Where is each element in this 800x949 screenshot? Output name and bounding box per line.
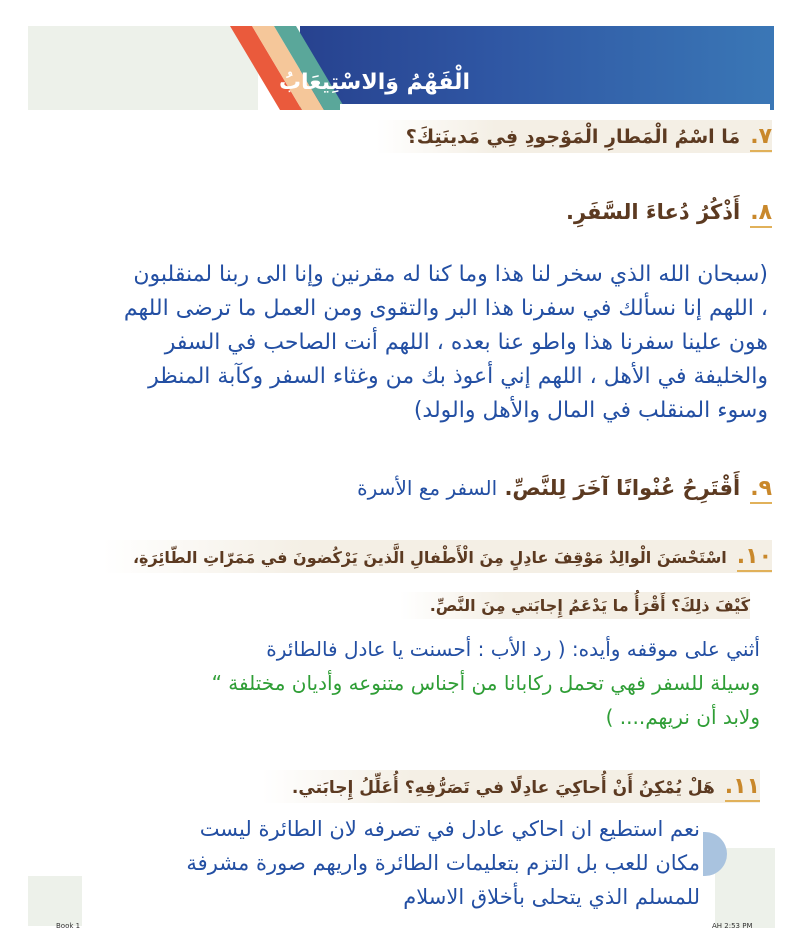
question-text: هَلْ يُمْكِنُ أَنْ أُحاكِيَ عادِلًا في تَصَرُّفِهِ؟ أُعَلِّلُ إِجابَتي.	[291, 778, 715, 798]
question-number: ٨.	[750, 200, 772, 228]
question-text: مَا اسْمُ الْمَطارِ الْمَوْجودِ فِي مَدينَتِكَ؟	[405, 126, 741, 148]
answer-line: (سبحان الله الذي سخر لنا هذا وما كنا له مقرنين وإنا الى ربنا لمنقلبون	[133, 262, 768, 287]
question-10-line2	[400, 592, 750, 619]
answer-line: ، اللهم إنا نسألك في سفرنا هذا البر والتقوى ومن العمل ما ترضى اللهم	[123, 296, 768, 321]
question-10	[103, 540, 772, 573]
footer-timestamp: AH 2:53 PM	[712, 922, 753, 930]
answer-line: ولابد أن نريهم.... )	[605, 705, 760, 729]
answer-q11	[60, 812, 700, 914]
answer-q10	[30, 632, 760, 734]
answer-line: للمسلم الذي يتحلى بأخلاق الاسلام	[403, 885, 700, 909]
header-blue-band	[300, 26, 774, 110]
question-9	[357, 476, 772, 501]
question-number: ١٠.	[737, 544, 772, 572]
answer-line: والخليفة في الأهل ، اللهم إني أعوذ بك من وغثاء السفر وكآبة المنظر	[148, 364, 768, 389]
answer-line: وسيلة للسفر فهي تحمل ركابانا من أجناس متنوعه وأديان مختلفة “	[211, 671, 760, 695]
question-8	[566, 200, 772, 225]
question-text: اسْتَحْسَنَ الْوالِدُ مَوْقِفَ عادِلٍ مِنَ الْأَطْفالِ الَّذينَ يَرْكُضونَ في مَمَرّاتِ الطّائِرَةِ،	[132, 548, 727, 567]
answer-line: وسوء المنقلب في المال والأهل والولد)	[413, 398, 768, 423]
answer-line: هون علينا سفرنا هذا واطو عنا بعده ، اللهم أنت الصاحب في السفر	[164, 330, 768, 355]
question-text: أَذْكُرُ دُعاءَ السَّفَرِ.	[565, 200, 741, 224]
question-number: ٩.	[750, 476, 772, 504]
answer-q9: السفر مع الأسرة	[357, 476, 498, 500]
footer-left-panel	[28, 876, 82, 926]
section-title: الْفَهْمُ وَالاسْتِيعَابُ	[278, 70, 470, 95]
question-text: أَقْتَرِحُ عُنْوانًا آخَرَ لِلنَّصِّ.	[504, 476, 741, 500]
question-number: ١١.	[725, 774, 760, 802]
header-left-panel	[28, 26, 258, 110]
answer-line: أثني على موقفه وأيده: ( رد الأب : أحسنت يا عادل فالطائرة	[266, 637, 760, 661]
question-number: ٧.	[750, 124, 772, 152]
answer-line: مكان للعب بل التزم بتعليمات الطائرة واريهم صورة مشرفة	[186, 851, 700, 875]
question-text: كَيْفَ ذلِكَ؟ أَقْرَأُ ما يَدْعَمُ إِجابَتي مِنَ النَّصِّ.	[429, 596, 750, 615]
answer-q8	[28, 258, 768, 428]
question-7	[376, 120, 772, 153]
answer-line: نعم استطيع ان احاكي عادل في تصرفه لان الطائرة ليست	[199, 817, 700, 841]
header-tab-strip	[340, 104, 770, 116]
footer-book-label: Book 1	[56, 922, 81, 930]
question-11	[262, 770, 760, 803]
header-stripes	[230, 26, 350, 110]
